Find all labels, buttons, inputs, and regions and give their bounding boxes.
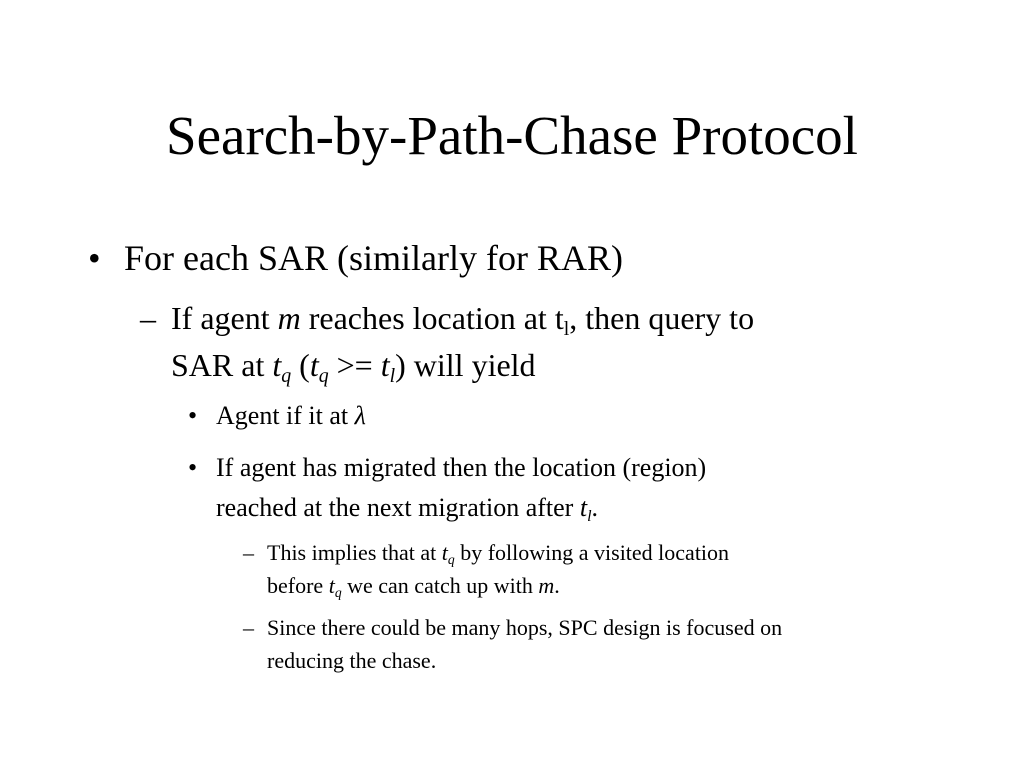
text-fragment: >= (328, 347, 381, 383)
var-t: t (309, 347, 319, 383)
text-fragment: . (591, 493, 599, 522)
slide-title: Search-by-Path-Chase Protocol (166, 105, 858, 166)
bullet-marker: • (88, 238, 101, 278)
text-fragment: If agent (171, 300, 278, 336)
bullet-marker: • (188, 453, 198, 482)
bullet-for-each-sar: For each SAR (similarly for RAR) (124, 238, 623, 278)
subscript-q: q (318, 364, 329, 387)
bullet-marker: • (188, 401, 198, 430)
var-t: t (328, 573, 335, 598)
dash-marker: – (243, 615, 254, 640)
text-fragment: we can catch up with (341, 573, 539, 598)
sub-bullet-if-agent-line1 (171, 298, 754, 338)
subscript-l: l (563, 317, 570, 340)
sub-bullet-if-agent-line2 (171, 345, 536, 385)
var-t: t (441, 540, 448, 565)
dash-since-hops-line2: reducing the chase. (267, 648, 437, 673)
bullet-agent-if-at (216, 398, 366, 434)
text-fragment: Agent if it at (216, 401, 355, 430)
text-fragment: ( (291, 347, 310, 383)
dash-marker: – (243, 540, 254, 565)
var-t: t (272, 347, 282, 383)
var-t: t (579, 493, 588, 522)
text-fragment: This implies that at (267, 540, 442, 565)
subscript-q: q (334, 585, 342, 601)
dash-this-implies-line1 (267, 538, 729, 568)
subscript-l: l (587, 507, 592, 525)
bullet-if-migrated-line2 (216, 490, 598, 526)
var-t: t (380, 347, 390, 383)
subscript-l: l (389, 364, 396, 387)
text-fragment: , then query to (569, 300, 755, 336)
dash-marker: – (140, 300, 156, 336)
text-fragment: reaches location at t (300, 300, 564, 336)
text-fragment: before (267, 573, 329, 598)
text-fragment: SAR at (171, 347, 273, 383)
subscript-q: q (447, 552, 455, 568)
bullet-if-migrated-line1: If agent has migrated then the location (region) (216, 453, 707, 482)
dash-since-hops-line1: Since there could be many hops, SPC design is focused on (267, 615, 783, 640)
dash-this-implies-line2 (267, 571, 560, 601)
lambda-symbol: λ (354, 401, 366, 430)
text-fragment: reached at the next migration after (216, 493, 580, 522)
var-m: m (277, 300, 301, 336)
var-m: m (538, 573, 555, 598)
subscript-q: q (281, 364, 292, 387)
text-fragment: ) will yield (395, 347, 536, 383)
text-fragment: by following a visited location (454, 540, 730, 565)
text-fragment: . (554, 573, 560, 598)
